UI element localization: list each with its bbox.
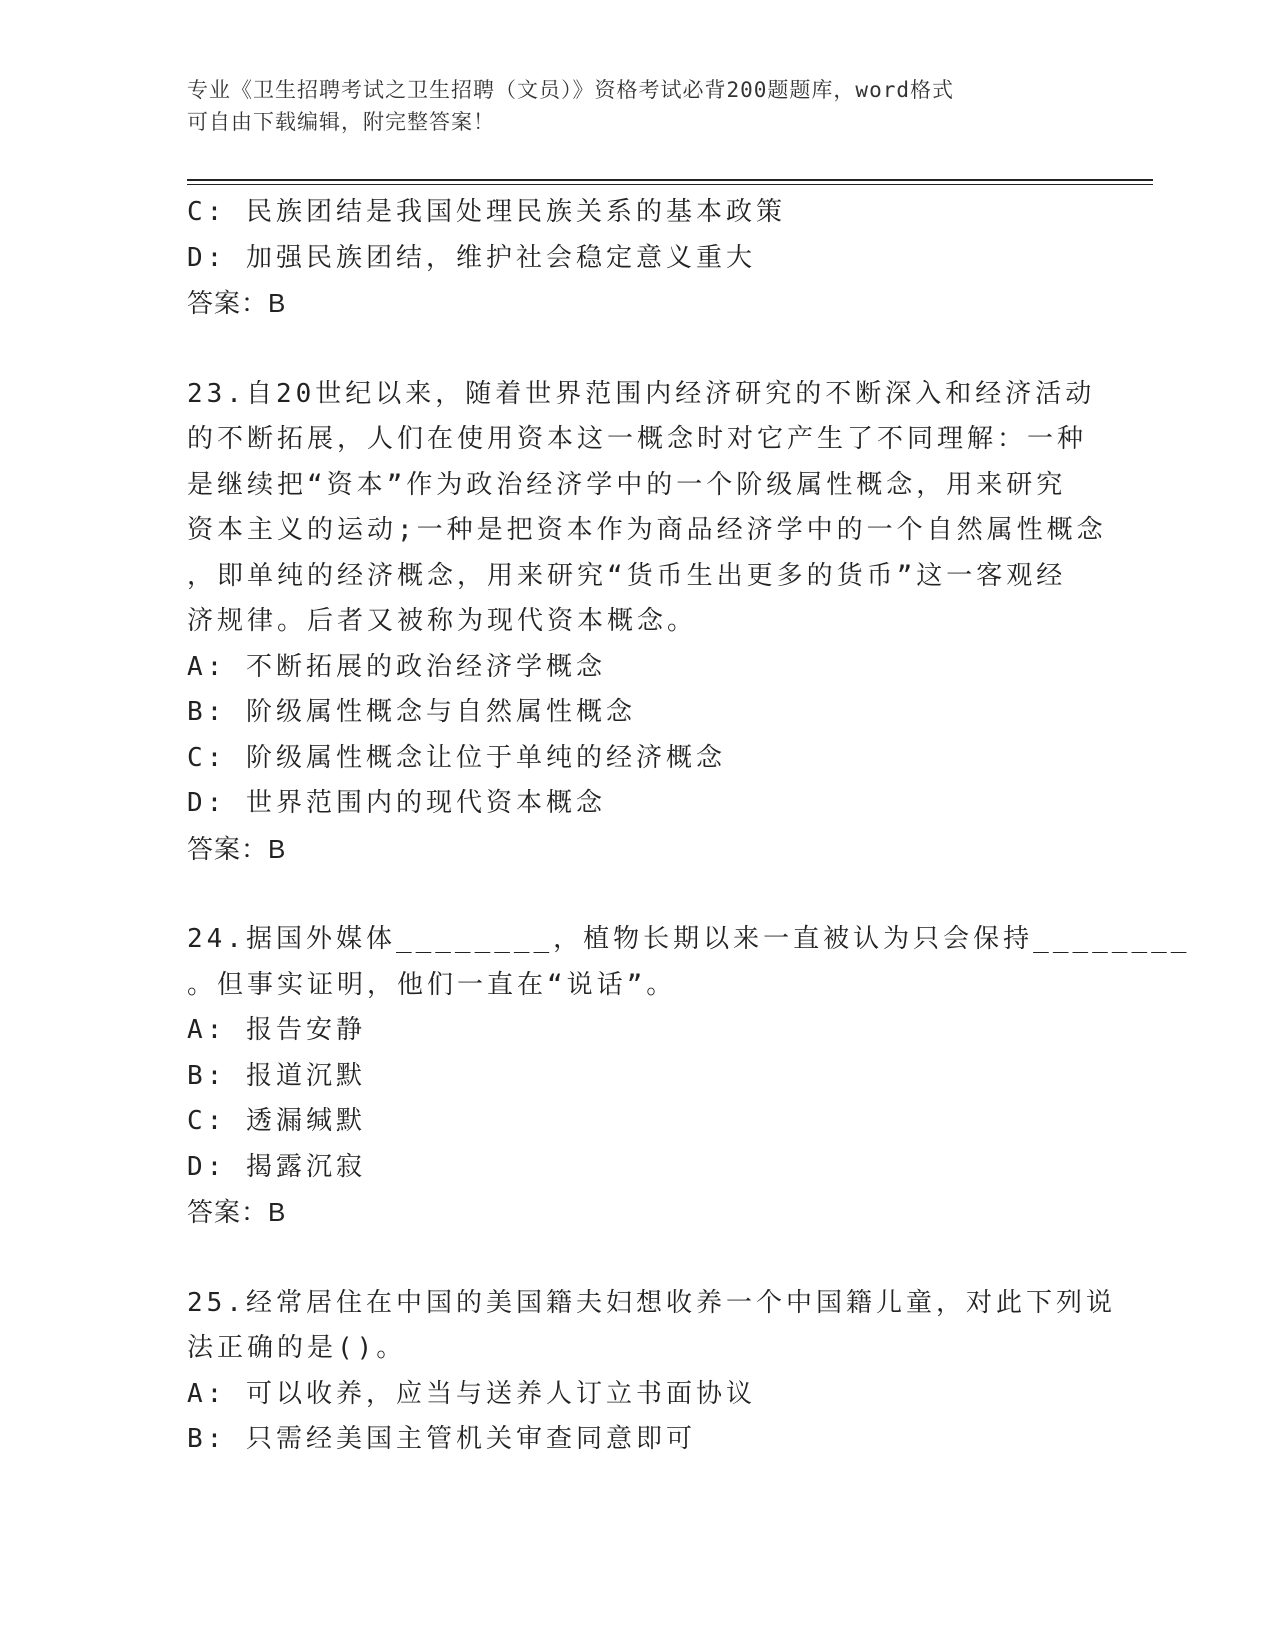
- question-text-line: 济规律。后者又被称为现代资本概念。: [187, 606, 698, 636]
- question-text-line: 是继续把“资本”作为政治经济学中的一个阶级属性概念，用来研究: [187, 469, 1067, 500]
- spacer: [187, 327, 1077, 372]
- answer-line: 答案：B: [187, 833, 287, 864]
- option-a: A: 报告安静: [187, 1015, 366, 1045]
- question-text-line: 法正确的是()。: [187, 1333, 407, 1363]
- option-d: D: 世界范围内的现代资本概念: [187, 788, 606, 818]
- question-text-line: 的不断拓展，人们在使用资本这一概念时对它产生了不同理解：一种: [187, 424, 1088, 454]
- question-text-line: ，即单纯的经济概念，用来研究“货币生出更多的货币”这一客观经: [187, 560, 1067, 591]
- option-c: C: 阶级属性概念让位于单纯的经济概念: [187, 742, 726, 773]
- option-b: B: 报道沉默: [187, 1060, 366, 1091]
- option-d: D: 加强民族团结，维护社会稳定意义重大: [187, 242, 756, 273]
- header-divider-thin: [187, 184, 1153, 185]
- question-22-tail: [187, 190, 1077, 327]
- header-title-line-2: 可自由下载编辑，附完整答案！: [187, 110, 495, 134]
- question-text-line: 资本主义的运动;一种是把资本作为商品经济学中的一个自然属性概念: [187, 515, 1107, 545]
- question-23: [187, 372, 1107, 873]
- option-d: D: 揭露沉寂: [187, 1151, 366, 1182]
- question-25: [187, 1281, 1116, 1463]
- question-text-line: 。但事实证明，他们一直在“说话”。: [187, 969, 677, 1000]
- option-c: C: 透漏缄默: [187, 1106, 366, 1136]
- answer-line: 答案：B: [187, 288, 287, 318]
- spacer: [187, 872, 1077, 917]
- spacer: [187, 1236, 1077, 1281]
- header-title-line-1: 专业《卫生招聘考试之卫生招聘（文员）》资格考试必背200题题库，word格式: [187, 78, 954, 102]
- document-header: [187, 74, 1067, 138]
- option-c: C: 民族团结是我国处理民族关系的基本政策: [187, 197, 786, 227]
- header-divider-thick: [187, 179, 1153, 181]
- question-text-line: 23.自20世纪以来，随着世界范围内经济研究的不断深入和经济活动: [187, 378, 1096, 409]
- option-b: B: 只需经美国主管机关审查同意即可: [187, 1424, 696, 1454]
- option-b: B: 阶级属性概念与自然属性概念: [187, 697, 636, 727]
- option-a: A: 可以收养，应当与送养人订立书面协议: [187, 1378, 756, 1409]
- question-text-line: 25.经常居住在中国的美国籍夫妇想收养一个中国籍儿童，对此下列说: [187, 1287, 1116, 1318]
- question-24: [187, 917, 1191, 1236]
- question-text-line: 24.据国外媒体________，植物长期以来一直被认为只会保持________: [187, 924, 1191, 954]
- document-body: [187, 190, 1191, 1463]
- option-a: A: 不断拓展的政治经济学概念: [187, 651, 606, 682]
- answer-line: 答案：B: [187, 1197, 287, 1227]
